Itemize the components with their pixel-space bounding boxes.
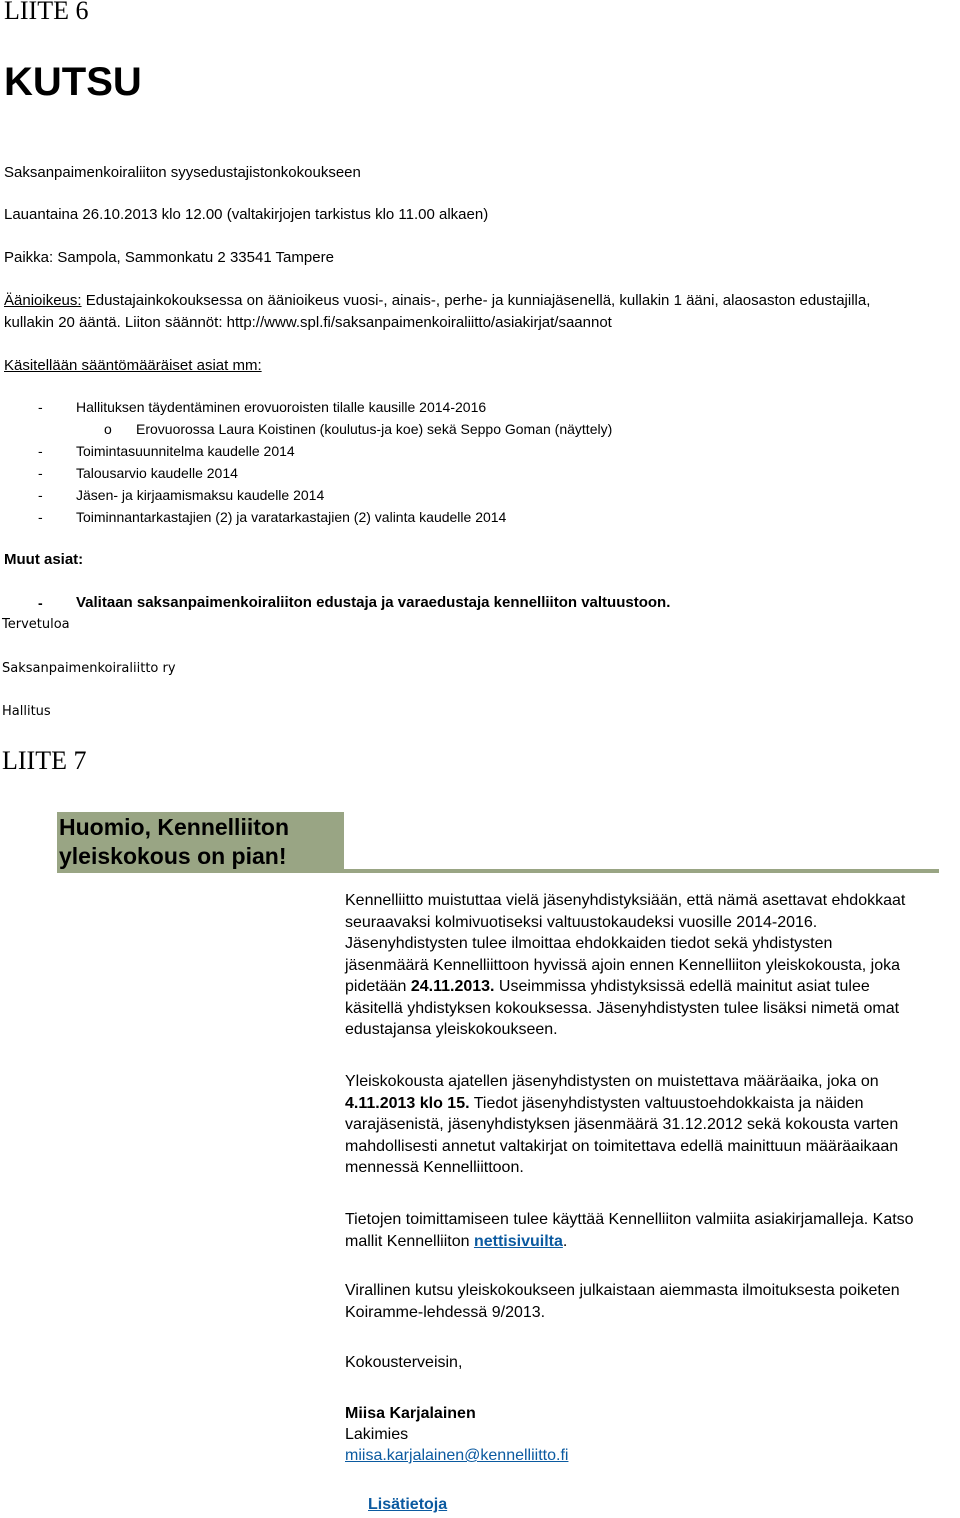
dash-marker: - (38, 509, 43, 525)
agenda-subitem: Erovuorossa Laura Koistinen (koulutus-ja koe) sekä Seppo Goman (näyttely) (136, 421, 613, 437)
dash-marker: - (38, 443, 43, 459)
agenda-item: Talousarvio kaudelle 2014 (76, 465, 238, 481)
voting-rights-text: Edustajainkokouksessa on äänioikeus vuosi-, ainais-, perhe- ja kunniajäsenellä, kullakin 1 ääni, alaosaston edustajilla, (81, 292, 871, 309)
bullet-marker: o (104, 421, 112, 437)
agenda-item: Toiminnantarkastajien (2) ja varatarkastajien (2) valinta kaudelle 2014 (76, 509, 507, 525)
other-matters-item: Valitaan saksanpaimenkoiraliiton edustaja ja varaedustaja kennelliiton valtuustoon. (76, 594, 671, 611)
meeting-name: Saksanpaimenkoiraliiton syysedustajistonkokoukseen (4, 164, 361, 181)
agenda-item: Jäsen- ja kirjaamismaksu kaudelle 2014 (76, 487, 325, 503)
signer-name: Miisa Karjalainen (345, 1405, 476, 1422)
notice-p1-text: Kennelliitto muistuttaa vielä jäsenyhdistyksiään, että nämä asettavat ehdokkaat seuraavaksi kolmivuotiseksi valtuustokaudeksi vuosille 2014-2016. Jäsenyhdistysten tulee ilmoittaa ehdokkaiden tiedot sekä yhdistysten jäsenmäärä Kennelliittoon hyvissä ajoin ennen Kennelliiton yleiskokousta, joka pidetään (345, 892, 906, 995)
notice-paragraph-1 (345, 890, 915, 1041)
voting-rights-label: Äänioikeus: (4, 292, 82, 309)
voting-rights-line1 (4, 292, 870, 309)
dash-marker: - (38, 465, 43, 481)
welcome-text: Tervetuloa (2, 617, 70, 632)
notice-p3-text: Tietojen toimittamiseen tulee käyttää Kennelliiton valmiita asiakirjamalleja. Katso mallit Kennelliiton (345, 1211, 914, 1250)
notice-p3-end: . (562, 1232, 568, 1250)
notice-p1-text-end: Useimmissa yhdistyksissä edellä mainitut asiat tulee käsitellä yhdistyksen kokouksessa. Jäsenyhdistysten tulee lisäksi nimetä omat edustajansa yleiskokoukseen. (345, 978, 900, 1038)
agenda-heading: Käsitellään sääntömääräiset asiat mm: (4, 357, 262, 374)
other-matters-heading: Muut asiat: (4, 551, 84, 568)
appendix-7-label: LIITE 7 (2, 746, 87, 775)
dash-marker: - (38, 487, 43, 503)
notice-deadline: 4.11.2013 klo 15. (345, 1094, 470, 1112)
website-link[interactable]: nettisivuilta (473, 1232, 563, 1250)
notice-p2-text: Yleiskokousta ajatellen jäsenyhdistysten on muistettava määräaika, joka on (345, 1073, 879, 1090)
signer-title: Lakimies (345, 1426, 409, 1443)
appendix-6-label: LIITE 6 (4, 0, 89, 25)
signer-email (345, 1445, 915, 1467)
notice-meeting-date: 24.11.2013. (410, 978, 495, 995)
page-title: KUTSU (4, 60, 142, 104)
agenda-item: Hallituksen täydentäminen erovuoroisten tilalle kausille 2014-2016 (76, 399, 487, 415)
dash-marker: - (38, 595, 43, 611)
notice-title: Huomio, Kennelliiton yleiskokous on pian! (59, 814, 289, 869)
agenda-item: Toimintasuunnitelma kaudelle 2014 (76, 443, 295, 459)
date-line: Lauantaina 26.10.2013 klo 12.00 (valtakirjojen tarkistus klo 11.00 alkaen) (4, 206, 489, 223)
voting-rights-line2: kullakin 20 ääntä. Liiton säännöt: http://www.spl.fi/saksanpaimenkoiraliitto/asiakirjat/saannot (4, 314, 612, 331)
notice-paragraph-4: Virallinen kutsu yleiskokoukseen julkaistaan aiemmasta ilmoituksesta poiketen Koiramme-lehdessä 9/2013. (345, 1282, 900, 1321)
dash-marker: - (38, 399, 43, 415)
notice-paragraph-3 (345, 1209, 915, 1252)
email-link[interactable]: miisa.karjalainen@kennelliitto.fi (345, 1447, 569, 1464)
more-info-link[interactable]: Lisätietoja (368, 1496, 448, 1513)
organization-name: Saksanpaimenkoiraliitto ry (2, 661, 176, 676)
greeting: Kokousterveisin, (345, 1354, 463, 1371)
notice-p2-text-end: Tiedot jäsenyhdistysten valtuustoehdokkaista ja näiden varajäsenistä, jäsenyhdistyksen jäsenmäärä 31.12.2012 sekä kokousta varten mahdollisesti annetut valtakirjat on toimitettava edellä mainittuun määräaikaan mennessä Kennelliittoon. (345, 1094, 899, 1176)
board-signature: Hallitus (2, 704, 51, 719)
place-line: Paikka: Sampola, Sammonkatu 2 33541 Tampere (4, 249, 334, 266)
notice-paragraph-2 (345, 1071, 915, 1179)
